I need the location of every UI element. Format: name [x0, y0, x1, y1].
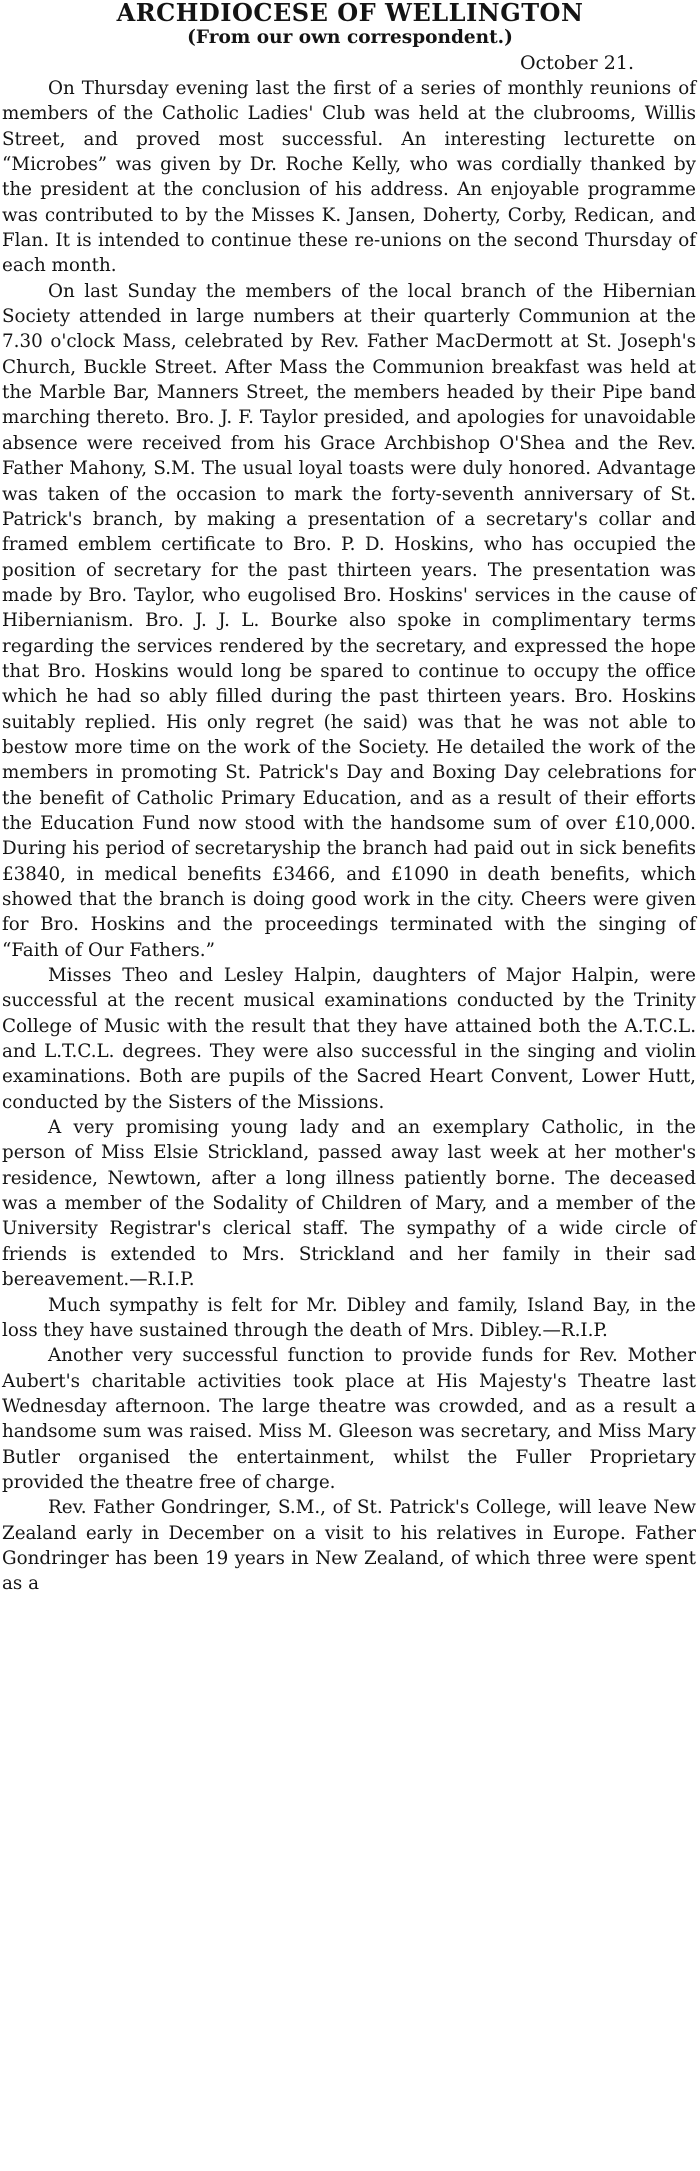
- paragraph-strickland-obituary: A very promising young lady and an exemplary Catholic, in the person of Miss Elsie Strickland, passed away last week at her mother's residence, Newtown, after a long illness patiently borne. The deceased was a member of the Sodality of Children of Mary, and a member of the University Registrar's clerical staff. The sympathy of a wide circle of friends is extended to Mrs. Strickland and her family in their sad bereavement.—R.I.P.: [2, 1117, 696, 1291]
- article-headline: ARCHDIOCESE OF WELLINGTON: [116, 0, 584, 27]
- paragraph-halpin-examinations: Misses Theo and Lesley Halpin, daughters of Major Halpin, were successful at the recent musical examinations conducted by the Trinity College of Music with the result that they have attained both the A.T.C.L. and L.T.C.L. degrees. They were also successful in the singing and violin examinations. Both are pupils of the Sacred Heart Convent, Lower Hutt, conducted by the Sisters of the Missions.: [2, 965, 696, 1113]
- article-body: [0, 76, 700, 1597]
- paragraph-ladies-club: On Thursday evening last the first of a series of monthly reunions of members of the Catholic Ladies' Club was held at the clubrooms, Willis Street, and proved most successful. An interesting lecturette on “Microbes” was given by Dr. Roche Kelly, who was cordially thanked by the president at the conclusion of his address. An enjoyable programme was contributed to by the Misses K. Jansen, Doherty, Corby, Redican, and Flan. It is intended to continue these re-unions on the second Thursday of each month.: [2, 78, 696, 277]
- paragraph-father-gondringer: Rev. Father Gondringer, S.M., of St. Patrick's College, will leave New Zealand early in December on a visit to his relatives in Europe. Father Gondringer has been 19 years in New Zealand, of which three were spent as a: [2, 1497, 696, 1595]
- article-subhead: (From our own correspondent.): [187, 27, 513, 48]
- paragraph-hibernian-society: On last Sunday the members of the local branch of the Hibernian Society attended in large numbers at their quarterly Communion at the 7.30 o'clock Mass, celebrated by Rev. Father MacDermott at St. Joseph's Church, Buckle Street. After Mass the Communion breakfast was held at the Marble Bar, Manners Street, the members headed by their Pipe band marching thereto. Bro. J. F. Taylor presided, and apologies for unavoidable absence were received from his Grace Archbishop O'Shea and the Rev. Father Mahony, S.M. The usual loyal toasts were duly honored. Advantage was taken of the occasion to mark the forty-seventh anniversary of St. Patrick's branch, by making a presentation of a secretary's collar and framed emblem certificate to Bro. P. D. Hoskins, who has occupied the position of secretary for the past thirteen years. The presentation was made by Bro. Taylor, who eugolised Bro. Hoskins' services in the cause of Hibernianism. Bro. J. J. L. Bourke also spoke in complimentary terms regarding the services rendered by the secretary, and expressed the hope that Bro. Hoskins would long be spared to continue to occupy the office which he had so ably filled during the past thirteen years. Bro. Hoskins suitably replied. His only regret (he said) was that he was not able to bestow more time on the work of the Society. He detailed the work of the members in promoting St. Patrick's Day and Boxing Day celebrations for the benefit of Catholic Primary Education, and as a result of their efforts the Education Fund now stood with the handsome sum of over £10,000. During his period of secretaryship the branch had paid out in sick benefits £3840, in medical benefits £3466, and £1090 in death benefits, which showed that the branch is doing good work in the city. Cheers were given for Bro. Hoskins and the proceedings terminated with the singing of “Faith of Our Fathers.”: [2, 280, 696, 961]
- article-dateline: October 21.: [519, 52, 634, 74]
- paragraph-dibley-obituary: Much sympathy is felt for Mr. Dibley and family, Island Bay, in the loss they have sustained through the death of Mrs. Dibley.—R.I.P.: [2, 1294, 696, 1341]
- paragraph-theatre-function: Another very successful function to provide funds for Rev. Mother Aubert's charitable activities took place at His Majesty's Theatre last Wednesday afternoon. The large theatre was crowded, and as a result a handsome sum was raised. Miss M. Gleeson was secretary, and Miss Mary Butler organised the entertainment, whilst the Fuller Proprietary provided the theatre free of charge.: [2, 1345, 696, 1493]
